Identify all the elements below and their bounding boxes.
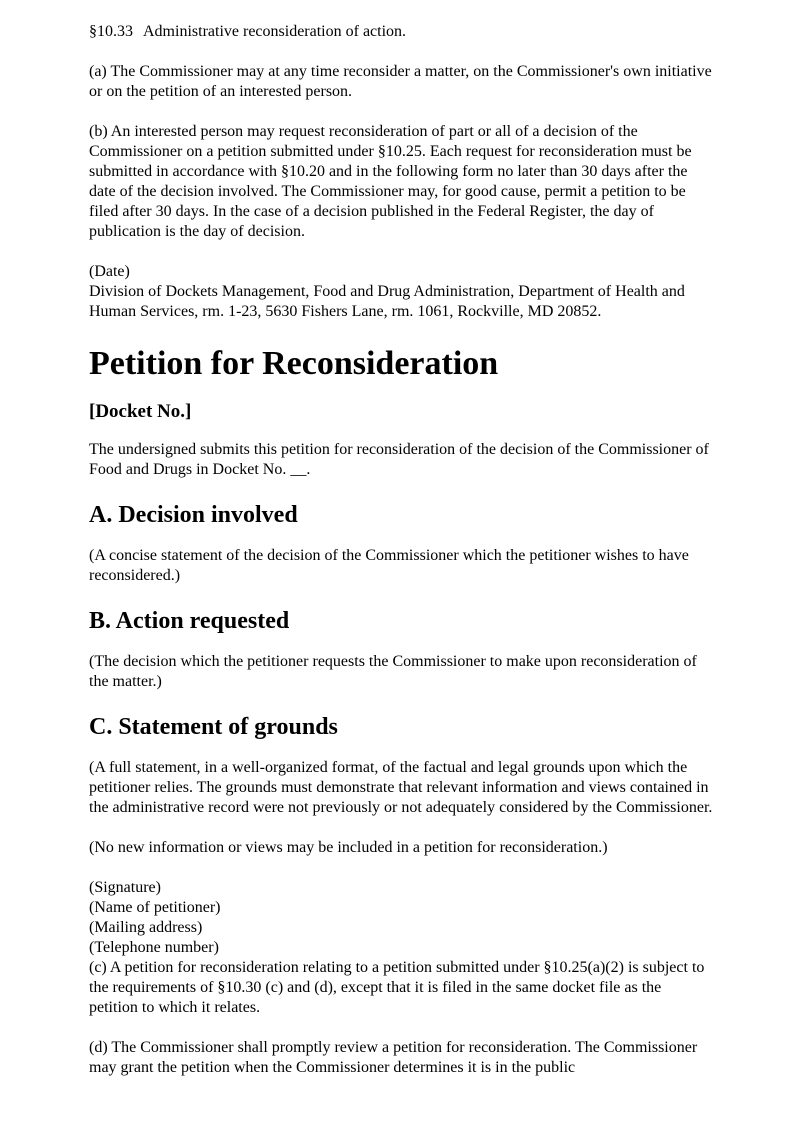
paragraph-c: (c) A petition for reconsideration relating to a petition submitted under §10.25(a)(2) is subject to the requirements of §10.30 (c) and (d), except that it is filed in the same docket file as the petition to which it relates. [89, 959, 705, 1016]
telephone-line: (Telephone number) [89, 939, 219, 956]
paragraph-b: (b) An interested person may request reconsideration of part or all of a decision of the Commissioner on a petition submitted under §10.25. Each request for reconsideration must be submitted in accordance with §10.20 and in the following form no later than 30 days after the date of the decision involved. The Commissioner may, for good cause, permit a petition to be filed after 30 days. In the case of a decision published in the Federal Register, the day of publication is the day of decision. [89, 123, 692, 240]
form-title: Petition for Reconsideration [89, 345, 499, 382]
heading-statement-of-grounds: C. Statement of grounds [89, 714, 338, 740]
form-address: Division of Dockets Management, Food and Drug Administration, Department of Health and Human Services, rm. 1-23, 5630 Fishers Lane, rm. 1061, Rockville, MD 20852. [89, 283, 685, 320]
heading-action-requested: B. Action requested [89, 608, 290, 634]
no-new-info-note: (No new information or views may be included in a petition for reconsideration.) [89, 839, 608, 856]
form-date-label: (Date) [89, 263, 130, 280]
body-decision-involved: (A concise statement of the decision of the Commissioner which the petitioner wishes to have reconsidered.) [89, 547, 689, 584]
section-title: Administrative reconsideration of action. [143, 23, 407, 40]
document-page [89, 22, 713, 1078]
section-number: §10.33 [89, 23, 133, 40]
docket-number: [Docket No.] [89, 401, 192, 422]
body-statement-of-grounds: (A full statement, in a well-organized format, of the factual and legal grounds upon which the petitioner relies. The grounds must demonstrate that relevant information and views contained in the administrative record were not previously or not adequately considered by the Commissioner. [89, 759, 713, 816]
body-action-requested: (The decision which the petitioner requests the Commissioner to make upon reconsideration of the matter.) [89, 653, 697, 690]
paragraph-a: (a) The Commissioner may at any time reconsider a matter, on the Commissioner's own initiative or on the petition of an interested person. [89, 63, 712, 100]
heading-decision-involved: A. Decision involved [89, 502, 298, 528]
form-intro: The undersigned submits this petition for reconsideration of the decision of the Commissioner of Food and Drugs in Docket No. __. [89, 441, 709, 478]
section-heading [89, 22, 713, 42]
paragraph-d: (d) The Commissioner shall promptly review a petition for reconsideration. The Commissioner may grant the petition when the Commissioner determines it is in the public [89, 1039, 698, 1076]
signature-line: (Signature) [89, 879, 161, 896]
mailing-address-line: (Mailing address) [89, 919, 203, 936]
name-line: (Name of petitioner) [89, 899, 221, 916]
